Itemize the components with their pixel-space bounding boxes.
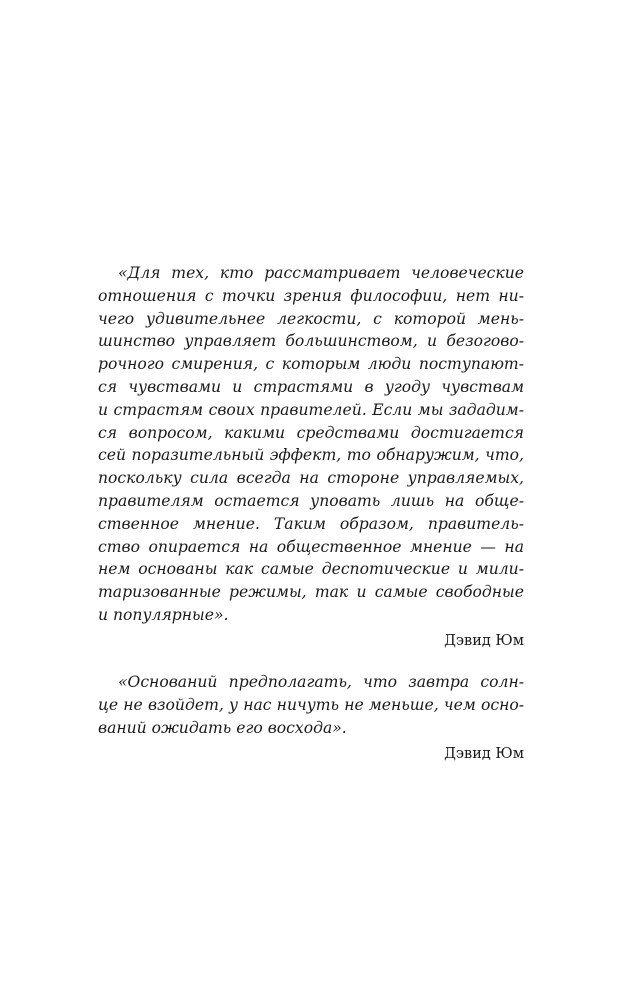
quote-line: ство опирается на общественное мнение — на: [98, 537, 524, 556]
quote-line: сей поразительный эффект, то обнаружим, что,: [98, 446, 524, 465]
epigraph-hume-sunrise: [98, 671, 524, 765]
epigraph-hume-public-opinion: [98, 262, 524, 652]
quote-line: поскольку сила всегда на стороне управляемых,: [98, 469, 524, 488]
quote-line: ваний ожидать его восхода».: [98, 718, 347, 737]
quote-line: и популярные».: [98, 605, 229, 624]
quote-line: ся вопросом, какими средствами достигается: [98, 423, 524, 442]
quote-line: чего удивительнее легкости, с которой мень-: [98, 309, 524, 328]
epigraph-author: Дэвид Юм: [444, 632, 524, 649]
quote-line: ся чувствами и страстями в угоду чувствам: [98, 377, 524, 396]
quote-line: правителям остается уповать лишь на обще-: [98, 491, 524, 510]
quote-line: ственное мнение. Таким образом, правитель-: [98, 514, 524, 533]
quote-line: «Для тех, кто рассматривает человеческие: [118, 264, 524, 282]
quote-line: «Оснований предполагать, что завтра солн-: [118, 673, 524, 691]
quote-line: рочного смирения, с которым люди поступают-: [98, 355, 524, 374]
quote-line: нем основаны как самые деспотические и мили-: [98, 560, 524, 579]
epigraph-quote: [98, 671, 524, 739]
epigraph-author: Дэвид Юм: [444, 746, 524, 763]
quote-line: це не взойдет, у нас ничуть не меньше, чем осно-: [98, 695, 524, 714]
epigraph-quote: [98, 262, 524, 627]
quote-line: и страстям своих правителей. Если мы зададим-: [98, 400, 524, 419]
quote-line: таризованные режимы, так и самые свободные: [98, 583, 524, 602]
quote-line: отношения с точки зрения философии, нет ни-: [98, 286, 524, 305]
quote-line: шинство управляет большинством, и безогово-: [98, 332, 524, 351]
